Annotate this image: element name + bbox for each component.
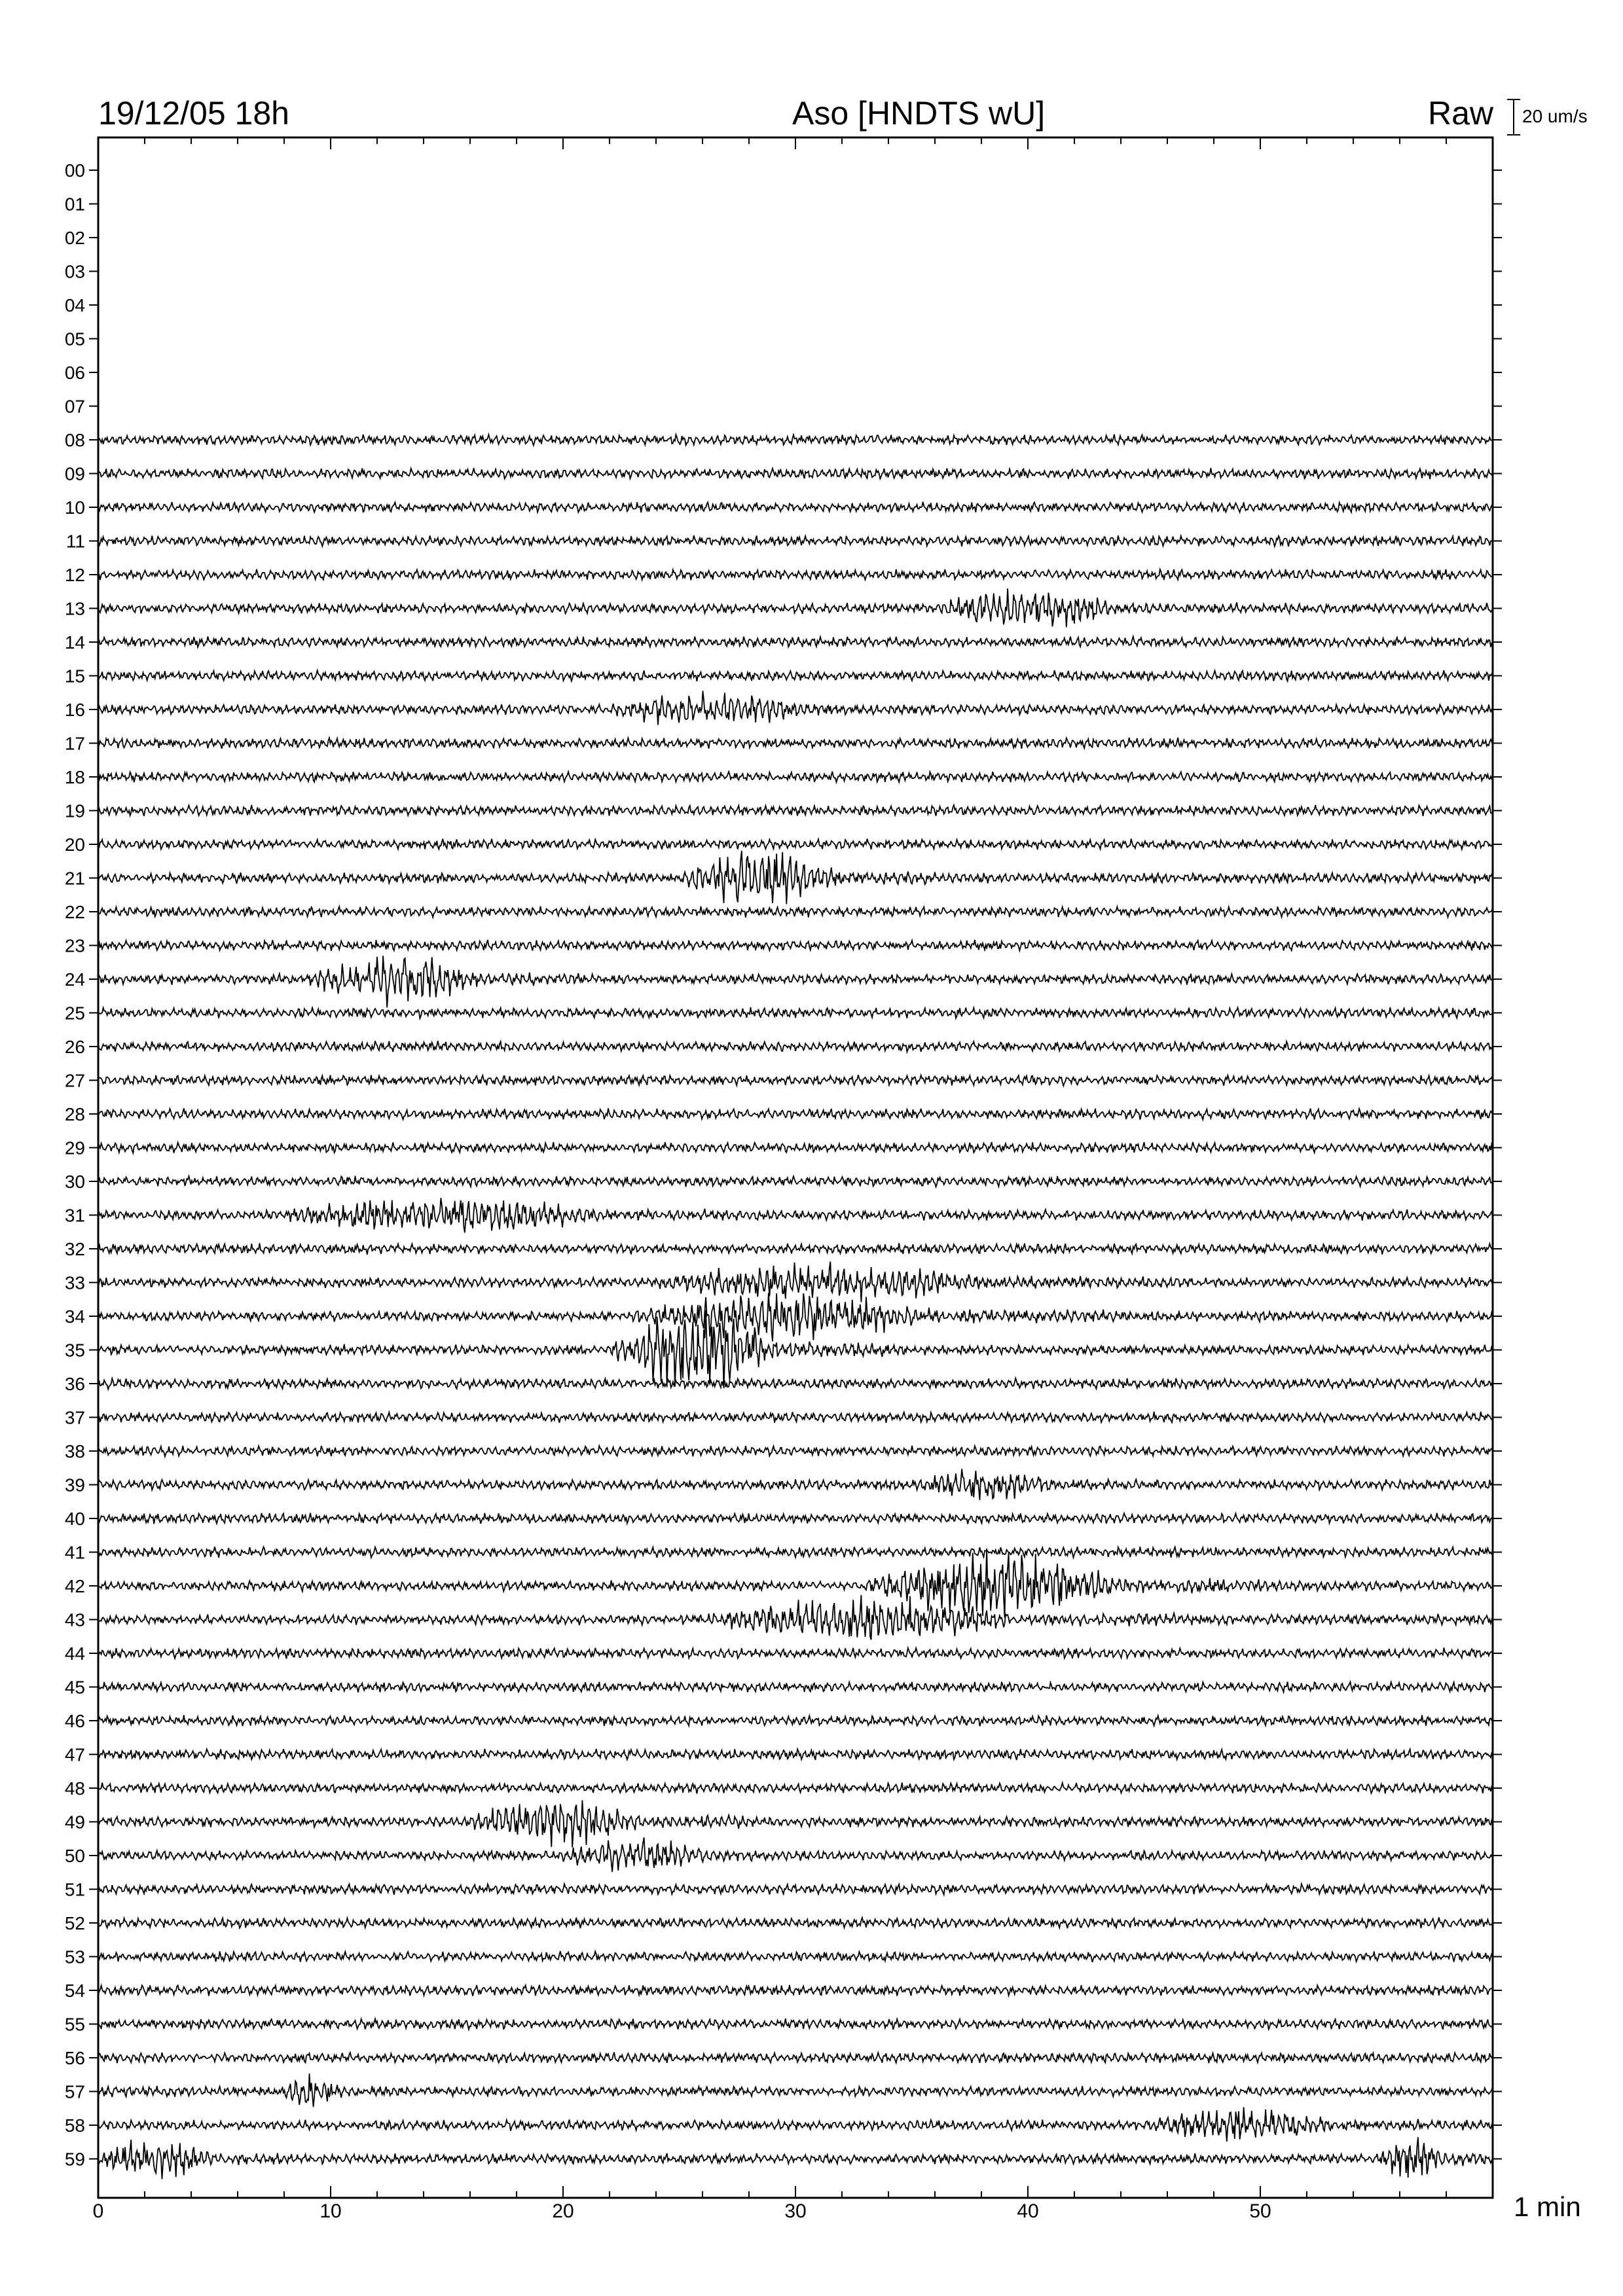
trace-line [98, 1985, 1493, 1996]
trace-line [98, 1262, 1493, 1302]
trace-line [98, 502, 1493, 512]
trace-line [98, 956, 1493, 1007]
row-label: 40 [64, 1509, 85, 1529]
row-label: 53 [64, 1946, 85, 1967]
header-mode: Raw [1427, 95, 1493, 132]
header-date: 19/12/05 18h [98, 95, 289, 132]
trace-line [98, 1007, 1493, 1018]
row-label: 33 [64, 1272, 85, 1293]
row-label: 15 [64, 666, 85, 687]
row-label: 35 [64, 1340, 85, 1361]
row-label: 04 [64, 295, 85, 315]
row-label: 22 [64, 902, 85, 922]
row-label: 00 [64, 160, 85, 181]
row-label: 25 [64, 1003, 85, 1024]
trace-line [98, 1647, 1493, 1659]
trace-line [98, 1749, 1493, 1760]
trace-line [98, 1595, 1493, 1640]
row-label: 16 [64, 700, 85, 720]
trace-line [98, 738, 1493, 749]
row-label: 43 [64, 1609, 85, 1630]
trace-line [98, 1715, 1493, 1726]
row-label: 24 [64, 969, 85, 990]
trace-line [98, 1293, 1493, 1341]
row-label: 12 [64, 565, 85, 585]
row-label: 26 [64, 1037, 85, 1057]
trace-line [98, 435, 1493, 446]
row-label: 38 [64, 1441, 85, 1462]
row-label: 27 [64, 1070, 85, 1091]
row-label: 17 [64, 733, 85, 754]
row-label: 07 [64, 396, 85, 417]
row-label: 44 [64, 1643, 85, 1664]
trace-line [98, 2107, 1493, 2142]
trace-line [98, 535, 1493, 547]
trace-line [98, 1378, 1493, 1390]
row-label: 09 [64, 463, 85, 484]
row-label: 54 [64, 1981, 85, 2001]
row-label: 32 [64, 1239, 85, 1259]
trace-line [98, 1837, 1493, 1872]
trace-line [98, 1446, 1493, 1457]
trace-line [98, 1951, 1493, 1962]
amplitude-scale-label: 20 um/s [1522, 106, 1588, 126]
row-label: 01 [64, 194, 85, 215]
trace-line [98, 1918, 1493, 1929]
row-label: 36 [64, 1374, 85, 1394]
row-label: 57 [64, 2081, 85, 2102]
trace-line [98, 670, 1493, 681]
row-label: 11 [65, 531, 85, 552]
row-label: 23 [64, 935, 85, 956]
trace-line [98, 805, 1493, 816]
row-label: 51 [64, 1879, 85, 1900]
trace-line [98, 2137, 1493, 2179]
trace-line [98, 1198, 1493, 1232]
trace-line [98, 691, 1493, 725]
trace-line [98, 940, 1493, 951]
trace-line [98, 2073, 1493, 2107]
row-label: 52 [64, 1913, 85, 1933]
trace-line [98, 1142, 1493, 1153]
row-label: 06 [64, 363, 85, 383]
trace-line [98, 468, 1493, 479]
row-label: 31 [64, 1205, 85, 1226]
trace-line [98, 1176, 1493, 1187]
row-label: 05 [64, 329, 85, 350]
trace-line [98, 851, 1493, 904]
trace-line [98, 906, 1493, 918]
trace-line [98, 1783, 1493, 1794]
row-label: 30 [64, 1172, 85, 1192]
row-label: 39 [64, 1475, 85, 1496]
time-unit-label: 1 min [1514, 2191, 1581, 2222]
row-label: 21 [64, 868, 85, 889]
x-tick-label: 20 [552, 2200, 574, 2222]
trace-line [98, 839, 1493, 850]
row-label: 34 [64, 1306, 85, 1327]
trace-line [98, 1412, 1493, 1423]
row-label: 55 [64, 2014, 85, 2035]
row-label: 42 [64, 1576, 85, 1596]
row-label: 28 [64, 1104, 85, 1124]
trace-line [98, 1041, 1493, 1052]
trace-line [98, 588, 1493, 627]
trace-line [98, 1884, 1493, 1895]
row-label: 08 [64, 430, 85, 450]
row-label: 20 [64, 834, 85, 855]
trace-line [98, 2018, 1493, 2030]
trace-line [98, 1243, 1493, 1254]
trace-line [98, 1547, 1493, 1558]
row-label: 50 [64, 1846, 85, 1866]
x-tick-label: 0 [92, 2200, 104, 2222]
row-label: 29 [64, 1138, 85, 1158]
trace-line [98, 1513, 1493, 1524]
row-label: 03 [64, 261, 85, 282]
row-label: 10 [64, 497, 85, 518]
x-tick-label: 40 [1017, 2200, 1039, 2222]
trace-line [98, 1108, 1493, 1119]
row-label: 49 [64, 1812, 85, 1833]
row-label: 18 [64, 767, 85, 787]
row-label: 45 [64, 1677, 85, 1698]
x-tick-label: 30 [784, 2200, 807, 2222]
trace-line [98, 637, 1493, 648]
trace-line [98, 569, 1493, 581]
trace-line [98, 1469, 1493, 1500]
row-label: 46 [64, 1711, 85, 1731]
row-label: 47 [64, 1744, 85, 1765]
trace-line [98, 1682, 1493, 1693]
row-label: 48 [64, 1778, 85, 1799]
row-label: 58 [64, 2115, 85, 2136]
row-label: 02 [64, 228, 85, 248]
trace-line [98, 2053, 1493, 2064]
row-label: 56 [64, 2048, 85, 2068]
row-label: 59 [64, 2149, 85, 2170]
row-label: 14 [64, 632, 85, 653]
row-label: 13 [64, 598, 85, 619]
row-label: 41 [64, 1542, 85, 1563]
trace-line [98, 1075, 1493, 1086]
x-tick-label: 10 [319, 2200, 342, 2222]
x-tick-label: 50 [1249, 2200, 1271, 2222]
row-label: 37 [64, 1407, 85, 1428]
row-label: 19 [64, 800, 85, 821]
trace-line [98, 1801, 1493, 1848]
trace-line [98, 772, 1493, 782]
